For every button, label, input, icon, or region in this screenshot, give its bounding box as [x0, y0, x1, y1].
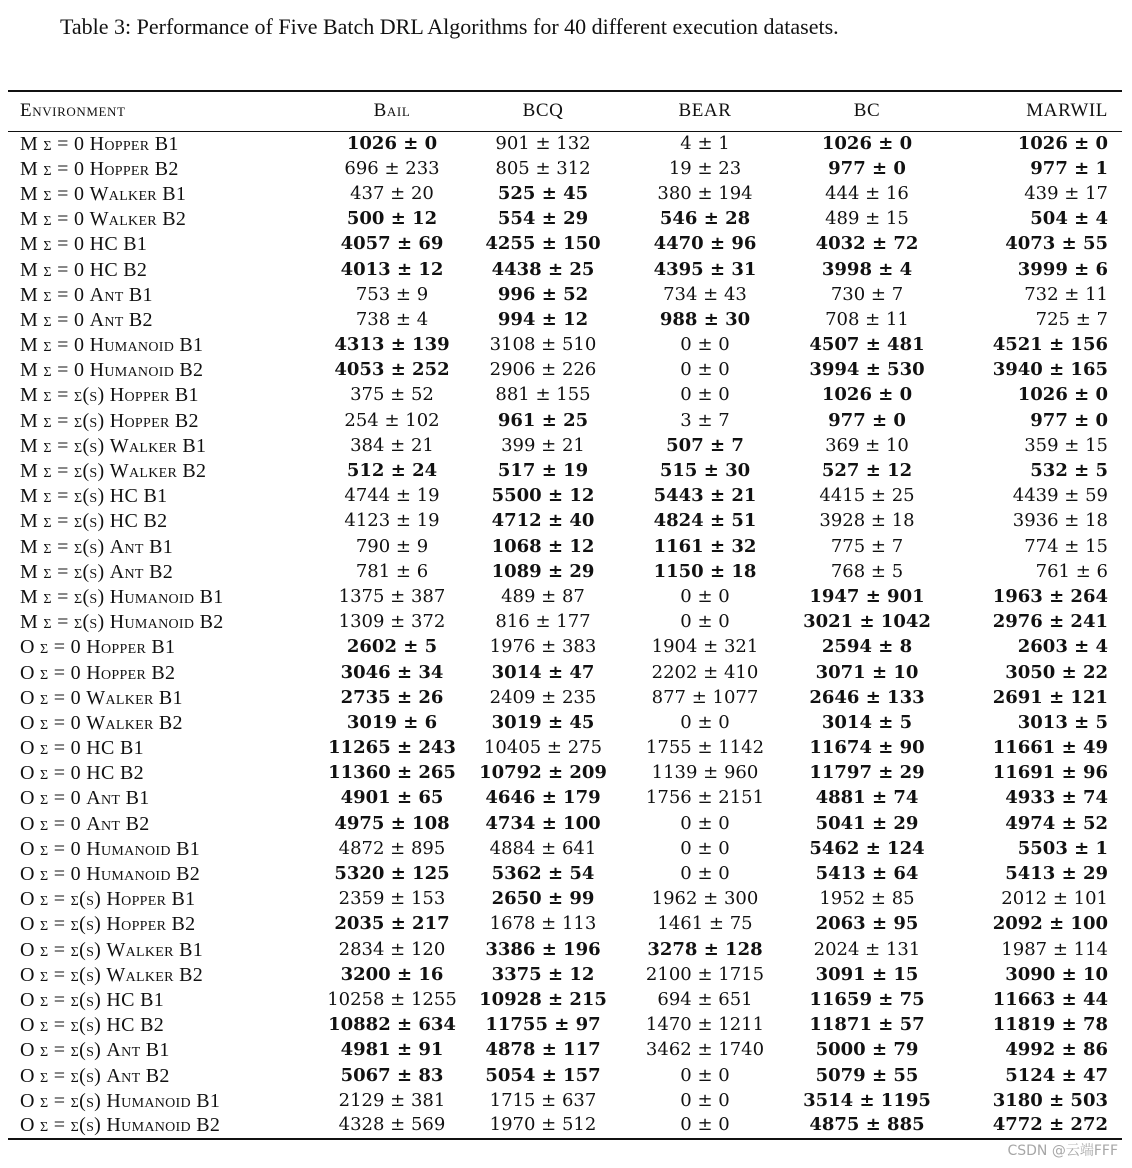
bc-cell: 11797 ± 29	[809, 762, 925, 784]
marwil-cell: 3180 ± 503	[992, 1089, 1108, 1111]
bail-cell: 4975 ± 108	[334, 812, 450, 834]
bc-cell: 4507 ± 481	[809, 334, 925, 356]
bail-cell: 384 ± 21	[350, 434, 434, 456]
environment-cell: O σ = σ(s) Ant B1	[20, 1039, 170, 1062]
bcq-cell: 4255 ± 150	[485, 233, 601, 255]
bcq-cell: 4734 ± 100	[485, 812, 601, 834]
marwil-cell: 504 ± 4	[1030, 208, 1108, 230]
bc-cell: 5079 ± 55	[815, 1064, 919, 1086]
table-row	[8, 610, 1122, 635]
marwil-cell: 4073 ± 55	[1005, 233, 1108, 255]
bc-cell: 2594 ± 8	[821, 636, 913, 658]
bear-cell: 1755 ± 1142	[645, 737, 765, 759]
table-row	[8, 509, 1122, 534]
bail-cell: 696 ± 233	[344, 157, 440, 179]
marwil-cell: 4974 ± 52	[1005, 812, 1108, 834]
table-row	[8, 358, 1122, 383]
table-row	[8, 811, 1122, 836]
bcq-cell: 816 ± 177	[495, 611, 591, 633]
table-row	[8, 559, 1122, 584]
table-row	[8, 1063, 1122, 1088]
table-row	[8, 736, 1122, 761]
environment-cell: O σ = σ(s) Hopper B2	[20, 913, 196, 936]
table-row	[8, 1088, 1122, 1113]
environment-cell: M σ = 0 Walker B1	[20, 182, 187, 205]
marwil-cell: 732 ± 11	[1024, 283, 1108, 305]
bail-cell: 5320 ± 125	[334, 863, 450, 885]
bc-cell: 708 ± 11	[825, 308, 909, 330]
marwil-cell: 725 ± 7	[1035, 308, 1108, 330]
bc-cell: 775 ± 7	[830, 535, 904, 557]
marwil-cell: 4933 ± 74	[1005, 787, 1108, 809]
bcq-cell: 517 ± 19	[497, 460, 589, 482]
marwil-cell: 1963 ± 264	[992, 585, 1108, 607]
bear-cell: 4395 ± 31	[653, 258, 757, 280]
table-row	[8, 307, 1122, 332]
bail-cell: 790 ± 9	[355, 535, 429, 557]
bcq-cell: 1678 ± 113	[489, 913, 597, 935]
marwil-cell: 3936 ± 18	[1012, 510, 1108, 532]
bear-cell: 0 ± 0	[680, 812, 730, 834]
environment-cell: O σ = 0 Hopper B2	[20, 661, 176, 684]
environment-cell: O σ = σ(s) Ant B2	[20, 1064, 170, 1087]
header-bear: BEAR	[624, 91, 786, 131]
bear-cell: 1139 ± 960	[651, 762, 759, 784]
bear-cell: 19 ± 23	[668, 157, 742, 179]
bear-cell: 3462 ± 1740	[645, 1039, 765, 1061]
bcq-cell: 1715 ± 637	[489, 1089, 597, 1111]
bear-cell: 0 ± 0	[680, 585, 730, 607]
bail-cell: 5067 ± 83	[340, 1064, 444, 1086]
bc-cell: 3014 ± 5	[821, 711, 913, 733]
environment-cell: M σ = σ(s) Hopper B2	[20, 409, 199, 432]
environment-cell: O σ = σ(s) Humanoid B2	[8, 1113, 322, 1138]
table-row	[8, 408, 1122, 433]
environment-cell: M σ = σ(s) Humanoid B2	[20, 611, 224, 634]
bail-cell: 2602 ± 5	[346, 636, 438, 658]
bcq-cell: 10792 ± 209	[479, 762, 607, 784]
bail-cell: 4981 ± 91	[340, 1039, 444, 1061]
bc-cell: 2024 ± 131	[813, 938, 921, 960]
table-body	[8, 131, 1122, 1139]
table-row	[8, 458, 1122, 483]
environment-cell: M σ = σ(s) Walker B1	[20, 434, 207, 457]
table-row	[8, 635, 1122, 660]
bcq-cell: 1068 ± 12	[491, 535, 595, 557]
bcq-cell: 996 ± 52	[497, 283, 589, 305]
bail-cell: 512 ± 24	[346, 460, 438, 482]
bc-cell: 2646 ± 133	[809, 686, 925, 708]
environment-cell: O σ = 0 Ant B1	[20, 787, 150, 810]
environment-cell: O σ = 0 Walker B1	[20, 686, 183, 709]
marwil-cell: 2092 ± 100	[992, 913, 1108, 935]
bear-cell: 0 ± 0	[680, 384, 730, 406]
table-caption: Table 3: Performance of Five Batch DRL Algorithms for 40 different execution datasets.	[60, 14, 839, 39]
environment-cell: M σ = 0 HC B2	[20, 258, 148, 281]
table-row	[8, 534, 1122, 559]
header-bcq: BCQ	[462, 91, 624, 131]
bear-cell: 0 ± 0	[680, 334, 730, 356]
bear-cell: 2100 ± 1715	[645, 963, 765, 985]
bcq-cell: 4646 ± 179	[485, 787, 601, 809]
environment-cell: O σ = σ(s) Hopper B1	[20, 888, 196, 911]
bc-cell: 4415 ± 25	[819, 485, 915, 507]
bc-cell: 11871 ± 57	[809, 1014, 925, 1036]
marwil-cell: 977 ± 1	[1030, 157, 1108, 179]
bc-cell: 369 ± 10	[825, 434, 909, 456]
table-row	[8, 937, 1122, 962]
marwil-cell: 4992 ± 86	[1005, 1039, 1108, 1061]
bcq-cell: 10405 ± 275	[483, 737, 603, 759]
bail-cell: 10258 ± 1255	[327, 988, 457, 1010]
bail-cell: 4328 ± 569	[322, 1113, 462, 1138]
bc-cell: 3998 ± 4	[821, 258, 913, 280]
bc-cell: 4881 ± 74	[815, 787, 919, 809]
environment-cell: M σ = σ(s) Ant B2	[20, 560, 174, 583]
table-row	[8, 484, 1122, 509]
bear-cell: 0 ± 0	[680, 711, 730, 733]
bcq-cell: 5500 ± 12	[491, 485, 595, 507]
environment-cell: M σ = 0 Hopper B2	[20, 157, 179, 180]
environment-cell: O σ = 0 HC B2	[20, 762, 144, 785]
bcq-cell: 901 ± 132	[495, 132, 591, 154]
bail-cell: 4744 ± 19	[344, 485, 440, 507]
header-row	[8, 91, 1122, 131]
table-row	[8, 710, 1122, 735]
bcq-cell: 11755 ± 97	[485, 1014, 601, 1036]
environment-cell: M σ = σ(s) HC B1	[20, 485, 168, 508]
bear-cell: 0 ± 0	[680, 837, 730, 859]
table-row	[8, 1013, 1122, 1038]
environment-cell: M σ = σ(s) HC B2	[20, 510, 168, 533]
bear-cell: 2202 ± 410	[651, 661, 759, 683]
bcq-cell: 4712 ± 40	[491, 510, 595, 532]
marwil-cell: 1987 ± 114	[1001, 938, 1108, 960]
marwil-cell: 2012 ± 101	[1001, 888, 1108, 910]
bc-cell: 4875 ± 885	[786, 1113, 948, 1138]
bcq-cell: 554 ± 29	[497, 208, 589, 230]
table-row	[8, 836, 1122, 861]
bail-cell: 781 ± 6	[355, 560, 429, 582]
marwil-cell: 3999 ± 6	[1017, 258, 1108, 280]
marwil-cell: 2976 ± 241	[992, 611, 1108, 633]
bail-cell: 10882 ± 634	[328, 1014, 456, 1036]
bail-cell: 500 ± 12	[346, 208, 438, 230]
bc-cell: 5041 ± 29	[815, 812, 919, 834]
bc-cell: 977 ± 0	[828, 409, 906, 431]
table-row	[8, 685, 1122, 710]
environment-cell: O σ = 0 HC B1	[20, 737, 144, 760]
bail-cell: 2359 ± 153	[338, 888, 446, 910]
environment-cell: O σ = 0 Walker B2	[20, 711, 183, 734]
header-marwil: MARWIL	[948, 91, 1122, 131]
bcq-cell: 1089 ± 29	[491, 560, 595, 582]
environment-cell: M σ = σ(s) Humanoid B1	[20, 585, 224, 608]
table-row	[8, 1113, 1122, 1138]
bc-cell: 4032 ± 72	[815, 233, 919, 255]
marwil-cell: 532 ± 5	[1030, 460, 1108, 482]
bc-cell: 2063 ± 95	[815, 913, 919, 935]
marwil-cell: 5413 ± 29	[1005, 863, 1108, 885]
environment-cell: O σ = σ(s) Humanoid B1	[20, 1089, 221, 1112]
bc-cell: 11674 ± 90	[809, 737, 925, 759]
marwil-cell: 439 ± 17	[1024, 182, 1108, 204]
table-row	[8, 786, 1122, 811]
bear-cell: 1470 ± 1211	[645, 1014, 765, 1036]
bear-cell: 988 ± 30	[659, 308, 751, 330]
table-row	[8, 761, 1122, 786]
results-table	[8, 90, 1122, 1140]
environment-cell: O σ = 0 Humanoid B2	[20, 863, 201, 886]
marwil-cell: 11661 ± 49	[992, 737, 1108, 759]
marwil-cell: 1026 ± 0	[1017, 132, 1108, 154]
bcq-cell: 805 ± 312	[495, 157, 591, 179]
environment-cell: O σ = σ(s) Walker B1	[20, 938, 204, 961]
marwil-cell: 3940 ± 165	[992, 359, 1108, 381]
bail-cell: 4901 ± 65	[340, 787, 444, 809]
environment-cell: M σ = σ(s) Hopper B1	[20, 384, 199, 407]
table-row	[8, 181, 1122, 206]
bc-cell: 3928 ± 18	[819, 510, 915, 532]
bail-cell: 254 ± 102	[344, 409, 440, 431]
bcq-cell: 1976 ± 383	[489, 636, 597, 658]
bcq-cell: 3019 ± 45	[491, 711, 595, 733]
bail-cell: 753 ± 9	[355, 283, 429, 305]
marwil-cell: 359 ± 15	[1024, 434, 1108, 456]
bear-cell: 0 ± 0	[680, 1089, 730, 1111]
bear-cell: 3278 ± 128	[647, 938, 763, 960]
environment-cell: M σ = 0 Humanoid B2	[20, 359, 204, 382]
bail-cell: 437 ± 20	[350, 182, 434, 204]
bcq-cell: 2650 ± 99	[491, 888, 595, 910]
marwil-cell: 977 ± 0	[1030, 409, 1108, 431]
marwil-cell: 1026 ± 0	[1017, 384, 1108, 406]
bcq-cell: 3386 ± 196	[485, 938, 601, 960]
marwil-cell: 2603 ± 4	[1017, 636, 1108, 658]
marwil-cell: 4772 ± 272	[948, 1113, 1122, 1138]
bear-cell: 0 ± 0	[624, 1113, 786, 1138]
bc-cell: 444 ± 16	[825, 182, 909, 204]
bail-cell: 11265 ± 243	[328, 737, 456, 759]
marwil-cell: 2691 ± 121	[992, 686, 1108, 708]
bail-cell: 2129 ± 381	[338, 1089, 446, 1111]
bail-cell: 1026 ± 0	[346, 132, 438, 154]
bear-cell: 694 ± 651	[657, 988, 753, 1010]
bc-cell: 5000 ± 79	[815, 1039, 919, 1061]
bear-cell: 4470 ± 96	[653, 233, 757, 255]
bcq-cell: 489 ± 87	[501, 585, 585, 607]
environment-cell: M σ = 0 Hopper B1	[20, 132, 179, 155]
bc-cell: 3091 ± 15	[815, 963, 919, 985]
bear-cell: 515 ± 30	[659, 460, 751, 482]
table-row	[8, 257, 1122, 282]
table-row	[8, 333, 1122, 358]
bcq-cell: 5054 ± 157	[485, 1064, 601, 1086]
bcq-cell: 525 ± 45	[497, 182, 589, 204]
bear-cell: 1150 ± 18	[653, 560, 757, 582]
bc-cell: 1026 ± 0	[821, 132, 913, 154]
table-header	[8, 91, 1122, 131]
marwil-cell: 5503 ± 1	[1017, 837, 1108, 859]
environment-cell: M σ = 0 Walker B2	[20, 208, 187, 231]
header-environment: Environment	[8, 91, 322, 131]
bc-cell: 1952 ± 85	[819, 888, 915, 910]
bcq-cell: 1970 ± 512	[462, 1113, 624, 1138]
bc-cell: 3514 ± 1195	[803, 1089, 931, 1111]
environment-cell: O σ = σ(s) HC B1	[20, 988, 165, 1011]
bail-cell: 4057 ± 69	[340, 233, 444, 255]
bear-cell: 0 ± 0	[680, 863, 730, 885]
bcq-cell: 4884 ± 641	[489, 837, 597, 859]
bail-cell: 4313 ± 139	[334, 334, 450, 356]
bail-cell: 11360 ± 265	[328, 762, 456, 784]
marwil-cell: 11819 ± 78	[992, 1014, 1108, 1036]
table-row	[8, 232, 1122, 257]
environment-cell: M σ = 0 Ant B2	[20, 308, 153, 331]
bail-cell: 3019 ± 6	[346, 711, 438, 733]
bcq-cell: 399 ± 21	[501, 434, 585, 456]
bail-cell: 1309 ± 372	[338, 611, 446, 633]
bear-cell: 546 ± 28	[659, 208, 751, 230]
bc-cell: 5462 ± 124	[809, 837, 925, 859]
header-bail: Bail	[322, 91, 462, 131]
bc-cell: 3021 ± 1042	[803, 611, 931, 633]
bear-cell: 0 ± 0	[680, 1064, 730, 1086]
marwil-cell: 5124 ± 47	[1005, 1064, 1108, 1086]
bc-cell: 3071 ± 10	[815, 661, 919, 683]
bail-cell: 4123 ± 19	[344, 510, 440, 532]
bear-cell: 5443 ± 21	[653, 485, 757, 507]
bail-cell: 1375 ± 387	[338, 585, 446, 607]
bc-cell: 1026 ± 0	[821, 384, 913, 406]
bail-cell: 375 ± 52	[350, 384, 434, 406]
bcq-cell: 3375 ± 12	[491, 963, 595, 985]
bcq-cell: 881 ± 155	[495, 384, 591, 406]
results-table-container	[8, 90, 1122, 1140]
table-row	[8, 1038, 1122, 1063]
table-row	[8, 131, 1122, 156]
bcq-cell: 4878 ± 117	[485, 1039, 601, 1061]
bc-cell: 977 ± 0	[828, 157, 906, 179]
table-row	[8, 962, 1122, 987]
environment-cell: O σ = 0 Ant B2	[20, 812, 150, 835]
table-row	[8, 207, 1122, 232]
bail-cell: 3046 ± 34	[340, 661, 444, 683]
table-row	[8, 282, 1122, 307]
watermark: CSDN @云端FFF	[1007, 1143, 1118, 1159]
header-bc: BC	[786, 91, 948, 131]
table-row	[8, 912, 1122, 937]
marwil-cell: 3013 ± 5	[1017, 711, 1108, 733]
bc-cell: 768 ± 5	[830, 560, 904, 582]
marwil-cell: 4439 ± 59	[1012, 485, 1108, 507]
environment-cell: O σ = σ(s) Walker B2	[20, 963, 204, 986]
environment-cell: M σ = 0 Humanoid B1	[20, 334, 204, 357]
bcq-cell: 10928 ± 215	[479, 988, 607, 1010]
bail-cell: 4053 ± 252	[334, 359, 450, 381]
environment-cell: O σ = 0 Hopper B1	[20, 636, 176, 659]
marwil-cell: 761 ± 6	[1035, 560, 1108, 582]
bear-cell: 1962 ± 300	[651, 888, 759, 910]
bcq-cell: 5362 ± 54	[491, 863, 595, 885]
bail-cell: 2035 ± 217	[334, 913, 450, 935]
bail-cell: 738 ± 4	[355, 308, 429, 330]
bc-cell: 1947 ± 901	[809, 585, 925, 607]
bear-cell: 507 ± 7	[666, 434, 744, 456]
bcq-cell: 3014 ± 47	[491, 661, 595, 683]
bcq-cell: 2906 ± 226	[489, 359, 597, 381]
table-row	[8, 584, 1122, 609]
marwil-cell: 4521 ± 156	[992, 334, 1108, 356]
bear-cell: 1161 ± 32	[653, 535, 757, 557]
table-row	[8, 383, 1122, 408]
bc-cell: 730 ± 7	[830, 283, 904, 305]
bear-cell: 3 ± 7	[680, 409, 730, 431]
marwil-cell: 11691 ± 96	[992, 762, 1108, 784]
bcq-cell: 3108 ± 510	[489, 334, 597, 356]
bear-cell: 734 ± 43	[663, 283, 747, 305]
bail-cell: 2735 ± 26	[340, 686, 444, 708]
bear-cell: 380 ± 194	[657, 182, 753, 204]
marwil-cell: 3050 ± 22	[1005, 661, 1108, 683]
table-row	[8, 433, 1122, 458]
bc-cell: 11659 ± 75	[809, 988, 925, 1010]
environment-cell: M σ = 0 Ant B1	[20, 283, 153, 306]
bear-cell: 4824 ± 51	[653, 510, 757, 532]
bcq-cell: 2409 ± 235	[489, 686, 597, 708]
bc-cell: 5413 ± 64	[815, 863, 919, 885]
table-row	[8, 156, 1122, 181]
bcq-cell: 961 ± 25	[497, 409, 589, 431]
marwil-cell: 11663 ± 44	[992, 988, 1108, 1010]
table-row	[8, 660, 1122, 685]
bc-cell: 489 ± 15	[825, 208, 909, 230]
environment-cell: O σ = 0 Humanoid B1	[20, 837, 201, 860]
bear-cell: 1756 ± 2151	[645, 787, 765, 809]
bail-cell: 3200 ± 16	[340, 963, 444, 985]
environment-cell: M σ = σ(s) Ant B1	[20, 535, 174, 558]
bear-cell: 4 ± 1	[680, 132, 730, 154]
bear-cell: 0 ± 0	[680, 611, 730, 633]
table-row	[8, 887, 1122, 912]
environment-cell: O σ = σ(s) HC B2	[20, 1014, 165, 1037]
environment-cell: M σ = 0 HC B1	[20, 233, 148, 256]
marwil-cell: 3090 ± 10	[1005, 963, 1108, 985]
table-row	[8, 987, 1122, 1012]
bc-cell: 3994 ± 530	[809, 359, 925, 381]
bc-cell: 527 ± 12	[821, 460, 913, 482]
bear-cell: 1461 ± 75	[657, 913, 753, 935]
bear-cell: 0 ± 0	[680, 359, 730, 381]
marwil-cell: 774 ± 15	[1024, 535, 1108, 557]
table-row	[8, 861, 1122, 886]
bail-cell: 2834 ± 120	[338, 938, 446, 960]
bcq-cell: 4438 ± 25	[491, 258, 595, 280]
bear-cell: 1904 ± 321	[651, 636, 759, 658]
bail-cell: 4013 ± 12	[340, 258, 444, 280]
bcq-cell: 994 ± 12	[497, 308, 589, 330]
bear-cell: 877 ± 1077	[651, 686, 759, 708]
environment-cell: M σ = σ(s) Walker B2	[20, 460, 207, 483]
bail-cell: 4872 ± 895	[338, 837, 446, 859]
